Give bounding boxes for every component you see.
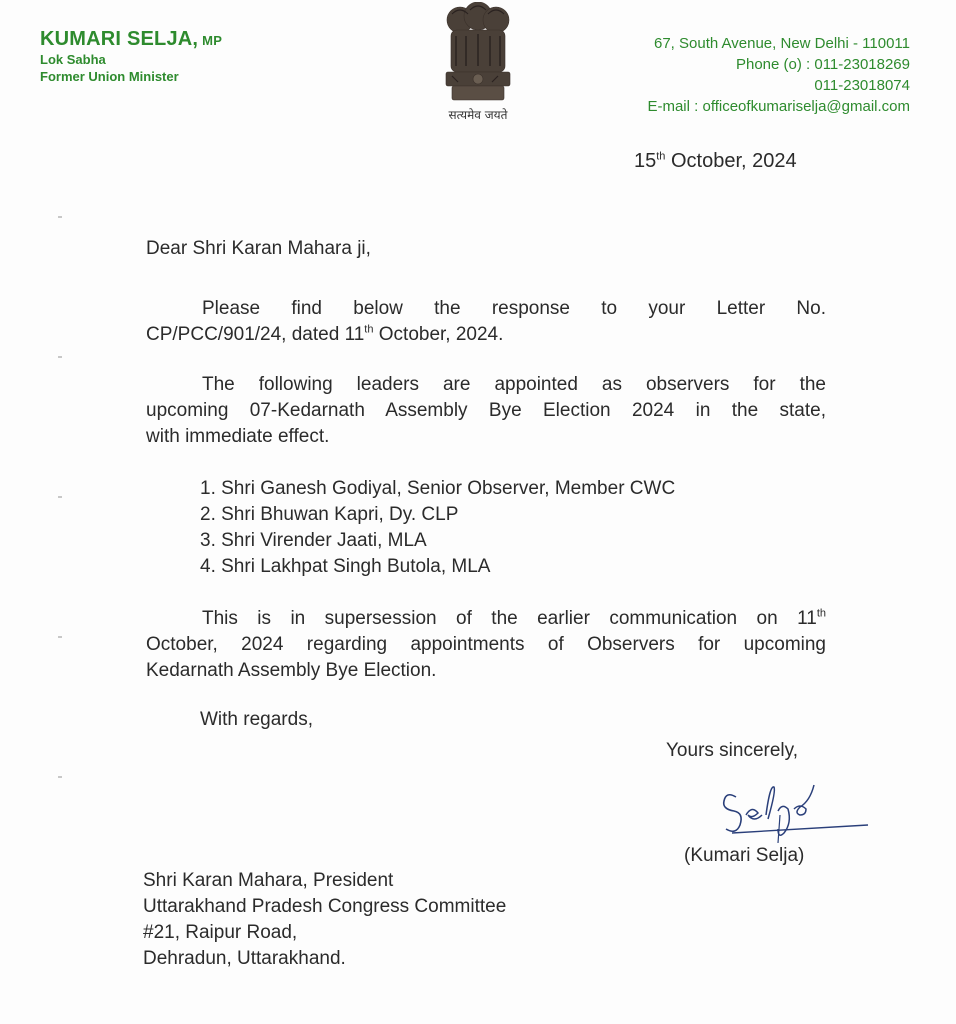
sender-name-suffix: MP <box>202 33 223 48</box>
date-rest: October, 2024 <box>665 150 797 172</box>
recipient-address <box>143 868 506 972</box>
margin-mark <box>58 216 62 218</box>
list-item: 3. Shri Virender Jaati, MLA <box>200 530 427 551</box>
paragraph-3-line-3: Kedarnath Assembly Bye Election. <box>146 660 437 681</box>
paragraph-3-line-1 <box>146 606 826 632</box>
recipient-line-2: Uttarakhand Pradesh Congress Committee <box>143 896 507 917</box>
paragraph-3-line-2: October, 2024 regarding appointments of Observers for upcoming <box>146 634 826 655</box>
date-day: 15 <box>634 150 657 172</box>
margin-mark <box>58 356 62 358</box>
paragraph-2-line-3: with immediate effect. <box>146 426 330 447</box>
sender-house: Lok Sabha <box>40 52 106 67</box>
sender-name <box>40 28 222 51</box>
paragraph-1-line-2 <box>146 322 826 348</box>
paragraph-1 <box>146 296 826 348</box>
recipient-line-4: Dehradun, Uttarakhand. <box>143 948 346 969</box>
closing: With regards, <box>200 709 313 730</box>
paragraph-2-line-2: upcoming 07-Kedarnath Assembly Bye Election 2024 in the state, <box>146 400 826 421</box>
observer-list <box>200 476 820 580</box>
recipient-line-1: Shri Karan Mahara, President <box>143 870 394 891</box>
signature-image <box>718 775 878 845</box>
margin-mark <box>58 496 62 498</box>
paragraph-3 <box>146 606 826 684</box>
letterhead-sender <box>40 28 222 85</box>
letter-date <box>634 150 797 173</box>
recipient-line-3: #21, Raipur Road, <box>143 922 298 943</box>
office-phone-1: Phone (o) : 011-23018269 <box>735 56 910 73</box>
office-email: E-mail : officeofkumariselja@gmail.com <box>647 98 910 115</box>
paragraph-2 <box>146 372 826 450</box>
paragraph-1-sup: th <box>364 323 374 336</box>
office-phone-2: 011-23018074 <box>814 77 910 94</box>
sender-name-text: KUMARI SELJA, <box>40 28 199 50</box>
sender-title: Former Union Minister <box>40 69 179 84</box>
list-item: 4. Shri Lakhpat Singh Butola, MLA <box>200 556 491 577</box>
paragraph-2-line-1: The following leaders are appointed as observers for the <box>202 374 826 395</box>
letterhead-contact <box>647 33 910 117</box>
list-item: 1. Shri Ganesh Godiyal, Senior Observer, Member CWC <box>200 478 676 499</box>
office-address: 67, South Avenue, New Delhi - 110011 <box>653 35 910 52</box>
paragraph-1-line-1: Please find below the response to your Letter No. <box>202 298 826 319</box>
yours-sincerely: Yours sincerely, <box>666 740 799 761</box>
margin-mark <box>58 776 62 778</box>
paragraph-1-line-2a: CP/PCC/901/24, dated 11 <box>146 324 365 345</box>
emblem-motto: सत्यमेव जयते <box>448 108 508 122</box>
signer-name: (Kumari Selja) <box>684 845 805 866</box>
paragraph-3-sup: th <box>816 607 826 620</box>
paragraph-1-line-2b: October, 2024. <box>373 324 504 345</box>
salutation: Dear Shri Karan Mahara ji, <box>146 238 371 259</box>
list-item: 2. Shri Bhuwan Kapri, Dy. CLP <box>200 504 459 525</box>
margin-mark <box>58 636 62 638</box>
date-suffix: th <box>656 150 666 163</box>
paragraph-3-line-1a: This is in supersession of the earlier communication on 11 <box>202 608 817 629</box>
